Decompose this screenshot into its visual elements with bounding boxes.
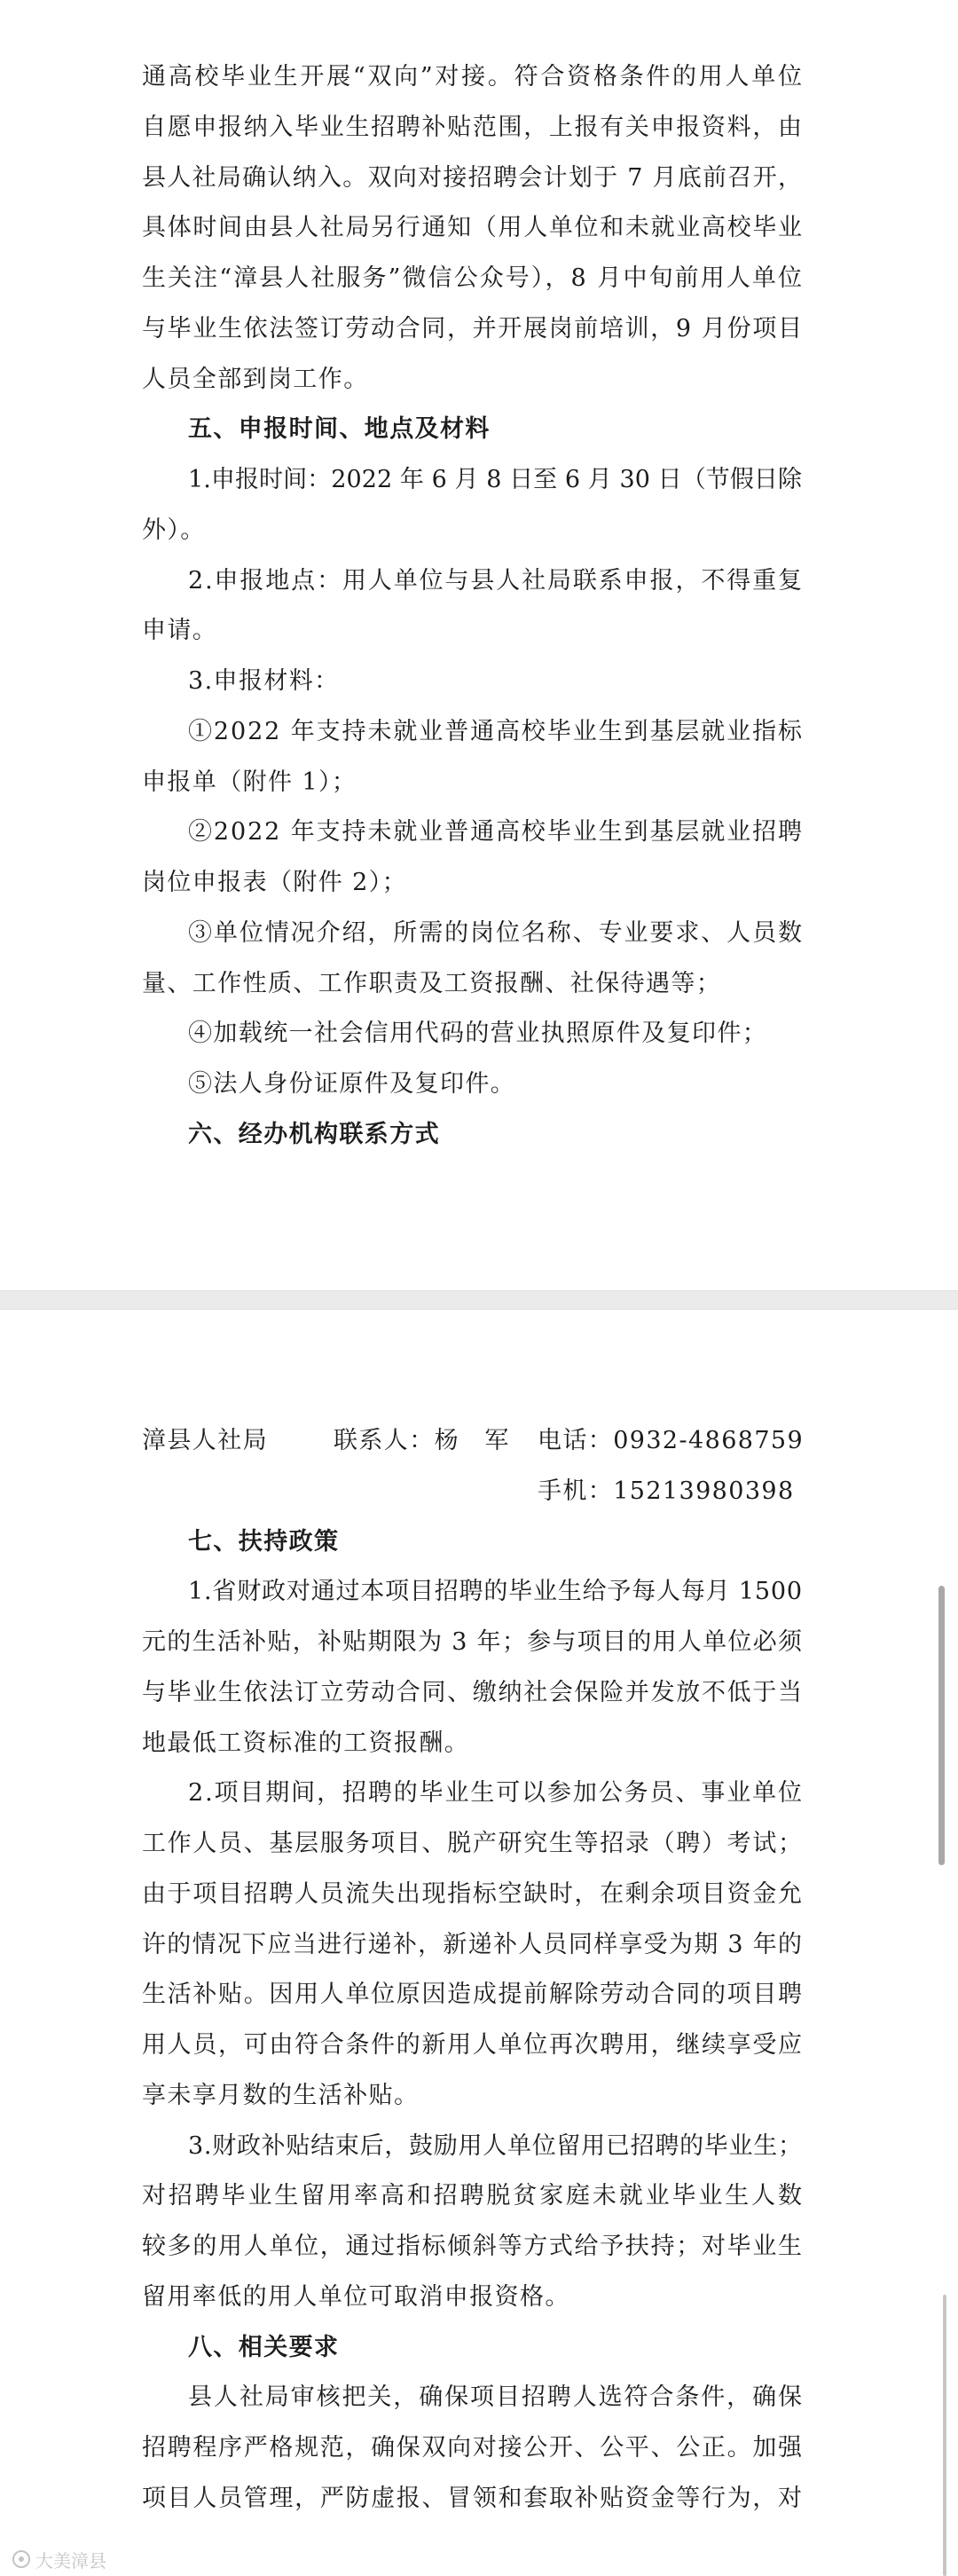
text-line: 与毕业生依法签订劳动合同，并开展岗前培训，9 月份项目 xyxy=(142,314,804,343)
text-line: 1.省财政对通过本项目招聘的毕业生给予每人每月 1500 xyxy=(188,1578,803,1606)
text-line: 生活补贴。因用人单位原因造成提前解除劳动合同的项目聘 xyxy=(142,1981,804,2009)
page-text xyxy=(142,1517,805,2525)
text-line: 留用率低的用人单位可取消申报资格。 xyxy=(142,2282,570,2311)
contact-person: 联系人：杨 军 xyxy=(334,1427,510,1454)
text-line: ⑤法人身份证原件及复印件。 xyxy=(188,1070,516,1098)
page-text xyxy=(142,52,805,1161)
text-line: ②2022 年支持未就业普通高校毕业生到基层就业招聘 xyxy=(188,818,804,847)
paragraph xyxy=(142,1769,802,2121)
document-page xyxy=(0,1310,958,2576)
text-line: 1.申报时间：2022 年 6 月 8 日至 6 月 30 日（节假日除 xyxy=(188,466,803,493)
page-body xyxy=(142,1416,805,2525)
text-line: 3.财政补贴结束后，鼓励用人单位留用已招聘的毕业生； xyxy=(188,2131,803,2160)
section-heading-text: 五、申报时间、地点及材料 xyxy=(188,415,491,444)
section-heading xyxy=(142,405,802,455)
text-line: 3.申报材料： xyxy=(188,667,340,695)
paragraph xyxy=(142,657,802,707)
paragraph xyxy=(142,1060,802,1110)
paragraph xyxy=(142,1009,802,1060)
text-line: 申报单（附件 1）； xyxy=(142,768,357,796)
section-heading-text: 六、经办机构联系方式 xyxy=(188,1120,440,1148)
contact-line xyxy=(142,1467,802,1517)
scrollbar-thumb[interactable] xyxy=(938,1586,945,1865)
section-heading xyxy=(142,2323,802,2374)
section-heading xyxy=(142,1110,802,1161)
paragraph xyxy=(142,52,805,405)
contact-phone: 电话：0932-4868759 xyxy=(538,1427,805,1454)
paragraph xyxy=(142,1567,802,1769)
text-line: 县人社局确认纳入。双向对接招聘会计划于 7 月底前召开， xyxy=(142,163,804,192)
text-line: 招聘程序严格规范，确保双向对接公开、公平、公正。加强 xyxy=(142,2434,804,2462)
paragraph xyxy=(142,2373,802,2524)
page-break xyxy=(0,1290,958,1310)
text-line: 通高校毕业生开展“双向”对接。符合资格条件的用人单位 xyxy=(142,63,805,91)
text-line: 项目人员管理，严防虚报、冒领和套取补贴资金等行为，对 xyxy=(142,2484,804,2512)
text-line: 量、工作性质、工作职责及工资报酬、社保待遇等； xyxy=(142,969,722,997)
contact-organization: 漳县人社局 xyxy=(142,1427,268,1454)
watermark-text: 大美漳县 xyxy=(35,2549,106,2572)
text-line: 生关注“漳县人社服务”微信公众号），8 月中旬前用人单位 xyxy=(142,264,805,292)
contact-mobile: 手机：15213980398 xyxy=(538,1477,795,1505)
text-line: 由于项目招聘人员流失出现指标空缺时，在剩余项目资金允 xyxy=(142,1879,804,1908)
text-line: 2.项目期间，招聘的毕业生可以参加公务员、事业单位 xyxy=(188,1779,804,1808)
contact-block xyxy=(142,1416,805,1517)
watermark xyxy=(12,2547,106,2572)
text-line: 工作人员、基层服务项目、脱产研究生等招录（聘）考试； xyxy=(142,1830,804,1857)
text-line: 人员全部到岗工作。 xyxy=(142,365,369,393)
watermark-logo-icon xyxy=(12,2550,30,2568)
paragraph xyxy=(142,2122,805,2323)
paragraph xyxy=(142,707,802,808)
text-line: ③单位情况介绍，所需的岗位名称、专业要求、人员数 xyxy=(188,918,804,947)
text-line: 县人社局审核把关，确保项目招聘人选符合条件，确保 xyxy=(188,2383,804,2412)
text-line: 用人员，可由符合条件的新用人单位再次聘用，继续享受应 xyxy=(142,2031,804,2059)
section-heading xyxy=(142,1517,802,1568)
text-line: 岗位申报表（附件 2）； xyxy=(142,869,408,896)
paragraph xyxy=(142,556,802,658)
paragraph xyxy=(142,807,802,909)
text-line: 2.申报地点：用人单位与县人社局联系申报，不得重复 xyxy=(188,566,804,595)
text-line: 与毕业生依法订立劳动合同、缴纳社会保险并发放不低于当 xyxy=(142,1678,804,1706)
section-heading-text: 七、扶持政策 xyxy=(188,1527,340,1556)
contact-line xyxy=(142,1416,805,1467)
text-line: 较多的用人单位，通过指标倾斜等方式给予扶持；对毕业生 xyxy=(142,2233,804,2260)
text-line: ④加载统一社会信用代码的营业执照原件及复印件； xyxy=(188,1020,768,1048)
section-heading-text: 八、相关要求 xyxy=(188,2333,340,2361)
text-line: 具体时间由县人社局另行通知（用人单位和未就业高校毕业 xyxy=(142,214,804,242)
page-body xyxy=(142,52,805,1161)
text-line: 自愿申报纳入毕业生招聘补贴范围，上报有关申报资料，由 xyxy=(142,113,804,141)
text-line: 外）。 xyxy=(142,516,206,544)
paragraph xyxy=(142,455,802,556)
text-line: 元的生活补贴，补贴期限为 3 年；参与项目的用人单位必须 xyxy=(142,1628,804,1656)
text-line: 许的情况下应当进行递补，新递补人员同样享受为期 3 年的 xyxy=(142,1930,804,1958)
scrollbar-thumb[interactable] xyxy=(943,2295,946,2576)
text-line: 对招聘毕业生留用率高和招聘脱贫家庭未就业毕业生人数 xyxy=(142,2182,805,2210)
text-line: 享未享月数的生活补贴。 xyxy=(142,2081,420,2109)
text-line: ①2022 年支持未就业普通高校毕业生到基层就业指标 xyxy=(188,717,804,745)
paragraph xyxy=(142,909,802,1010)
text-line: 申请。 xyxy=(142,617,218,645)
text-line: 地最低工资标准的工资报酬。 xyxy=(142,1729,470,1757)
